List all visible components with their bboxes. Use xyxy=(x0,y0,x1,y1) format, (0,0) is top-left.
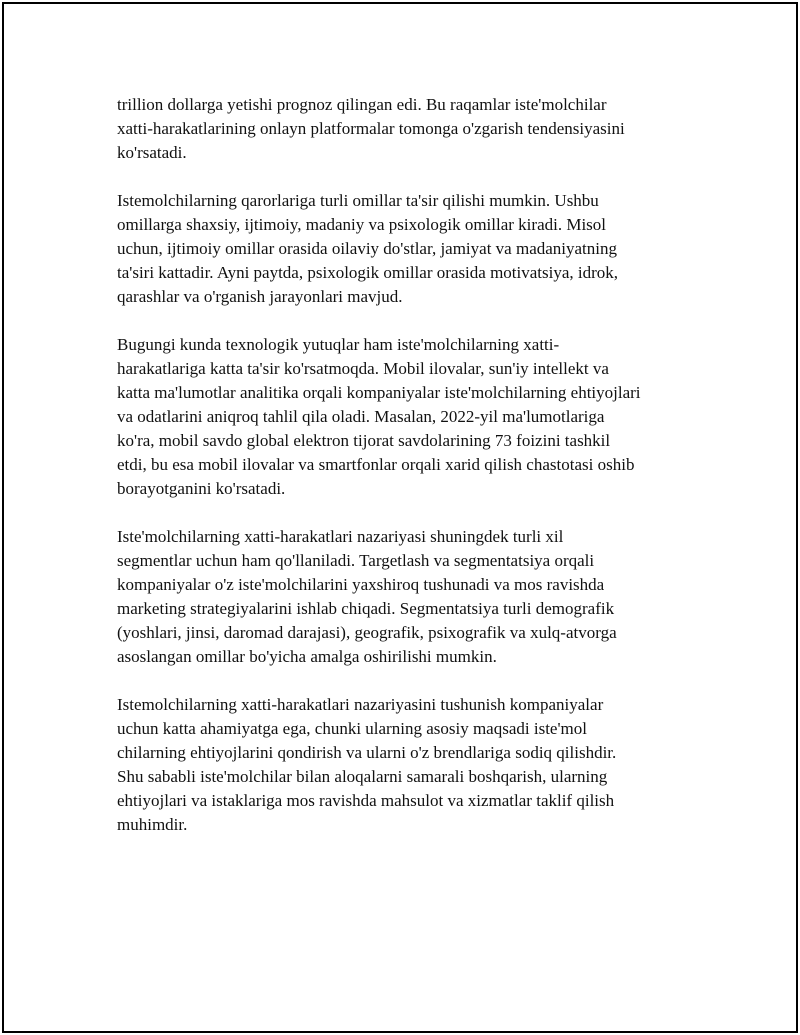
text-line: Iste'molchilarning xatti-harakatlari nazariyasi shuningdek turli xil xyxy=(117,527,564,546)
text-line: omillarga shaxsiy, ijtimoiy, madaniy va psixologik omillar kiradi. Misol xyxy=(117,215,607,234)
paragraph-technology-impact xyxy=(117,333,697,501)
text-line: katta ma'lumotlar analitika orqali kompaniyalar iste'molchilarning ehtiyojlari xyxy=(117,383,641,402)
text-line: kompaniyalar o'z iste'molchilarini yaxshiroq tushunadi va mos ravishda xyxy=(117,575,605,594)
text-line: uchun, ijtimoiy omillar orasida oilaviy do'stlar, jamiyat va madaniyatning xyxy=(117,239,617,258)
text-line: (yoshlari, jinsi, daromad darajasi), geografik, psixografik va xulq-atvorga xyxy=(117,623,617,642)
text-line: ehtiyojlari va istaklariga mos ravishda mahsulot va xizmatlar taklif qilish xyxy=(117,791,615,810)
text-line: ko'ra, mobil savdo global elektron tijorat savdolarining 73 foizini tashkil xyxy=(117,431,611,450)
text-line: uchun katta ahamiyatga ega, chunki ularning asosiy maqsadi iste'mol xyxy=(117,719,587,738)
text-line: ko'rsatadi. xyxy=(117,143,187,162)
text-line: etdi, bu esa mobil ilovalar va smartfonlar orqali xarid qilish chastotasi oshib xyxy=(117,455,635,474)
text-line: Istemolchilarning xatti-harakatlari nazariyasini tushunish kompaniyalar xyxy=(117,695,604,714)
text-line: marketing strategiyalarini ishlab chiqadi. Segmentatsiya turli demografik xyxy=(117,599,615,618)
text-line: harakatlariga katta ta'sir ko'rsatmoqda. Mobil ilovalar, sun'iy intellekt va xyxy=(117,359,609,378)
text-line: Istemolchilarning qarorlariga turli omillar ta'sir qilishi mumkin. Ushbu xyxy=(117,191,599,210)
text-line: asoslangan omillar bo'yicha amalga oshirilishi mumkin. xyxy=(117,647,497,666)
text-line: qarashlar va o'rganish jarayonlari mavjud. xyxy=(117,287,403,306)
text-line: segmentlar uchun ham qo'llaniladi. Targetlash va segmentatsiya orqali xyxy=(117,551,595,570)
text-line: va odatlarini aniqroq tahlil qila oladi. Masalan, 2022-yil ma'lumotlariga xyxy=(117,407,605,426)
text-line: borayotganini ko'rsatadi. xyxy=(117,479,286,498)
text-line: xatti-harakatlarining onlayn platformalar tomonga o'zgarish tendensiyasini xyxy=(117,119,625,138)
paragraph-decision-factors xyxy=(117,189,697,309)
text-line: Shu sababli iste'molchilar bilan aloqalarni samarali boshqarish, ularning xyxy=(117,767,608,786)
paragraph-online-trends xyxy=(117,93,697,165)
document-body xyxy=(117,93,697,861)
text-line: ta'siri kattadir. Ayni paytda, psixologik omillar orasida motivatsiya, idrok, xyxy=(117,263,619,282)
paragraph-segmentation xyxy=(117,525,697,669)
text-line: trillion dollarga yetishi prognoz qilingan edi. Bu raqamlar iste'molchilar xyxy=(117,95,607,114)
paragraph-importance xyxy=(117,693,697,837)
text-line: Bugungi kunda texnologik yutuqlar ham iste'molchilarning xatti- xyxy=(117,335,560,354)
text-line: muhimdir. xyxy=(117,815,188,834)
text-line: chilarning ehtiyojlarini qondirish va ularni o'z brendlariga sodiq qilishdir. xyxy=(117,743,617,762)
